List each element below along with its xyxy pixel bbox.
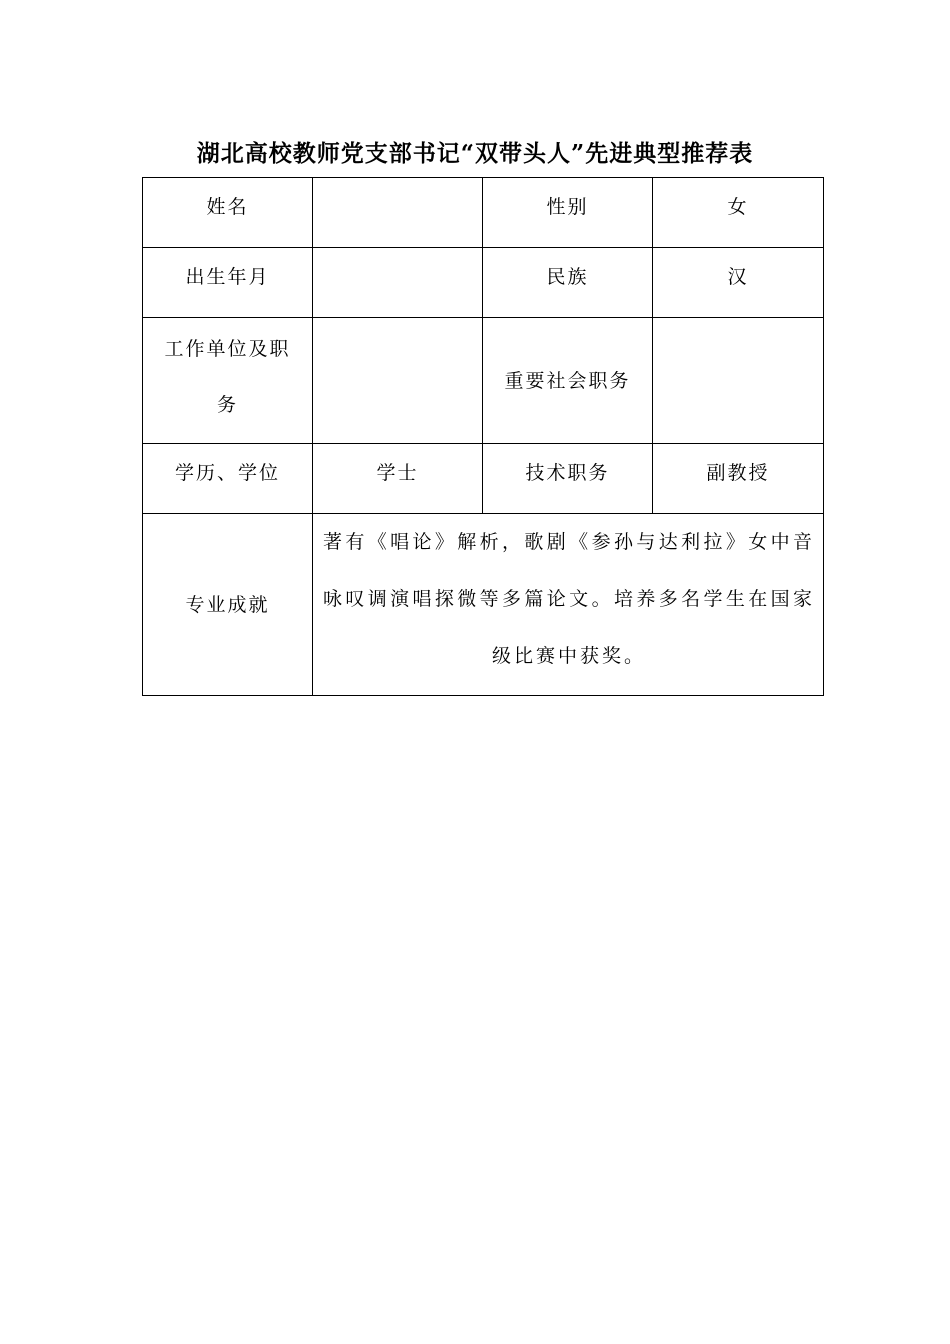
- tech-title-value: 副教授: [706, 461, 770, 484]
- form-row-name: [143, 178, 824, 248]
- ethnicity-label-cell: [483, 248, 653, 318]
- achievement-label: 专业成就: [185, 593, 270, 616]
- gender-label: 性别: [546, 195, 589, 218]
- education-value-cell[interactable]: [313, 444, 483, 514]
- ethnicity-value-cell[interactable]: [653, 248, 824, 318]
- page-title: 湖北高校教师党支部书记“双带头人”先进典型推荐表: [196, 140, 754, 167]
- achievement-value-cell[interactable]: [313, 514, 824, 696]
- work-unit-value-cell[interactable]: [313, 318, 483, 444]
- birth-value-cell[interactable]: [313, 248, 483, 318]
- name-label: 姓名: [206, 195, 249, 218]
- gender-label-cell: [483, 178, 653, 248]
- tech-title-value-cell[interactable]: [653, 444, 824, 514]
- achievement-label-cell: [143, 514, 313, 696]
- social-position-label: 重要社会职务: [504, 369, 631, 392]
- birth-label-cell: [143, 248, 313, 318]
- tech-title-label-cell: [483, 444, 653, 514]
- birth-label: 出生年月: [185, 265, 270, 288]
- form-row-achievement: [143, 514, 824, 696]
- tech-title-label: 技术职务: [525, 461, 610, 484]
- form-row-work-unit: [143, 318, 824, 444]
- name-value-cell[interactable]: [313, 178, 483, 248]
- gender-value-cell[interactable]: [653, 178, 824, 248]
- recommendation-form-table: [142, 177, 824, 696]
- education-label-cell: [143, 444, 313, 514]
- name-label-cell: [143, 178, 313, 248]
- gender-value: 女: [727, 195, 749, 218]
- education-value: 学士: [376, 461, 419, 484]
- form-row-education: [143, 444, 824, 514]
- form-row-birth: [143, 248, 824, 318]
- social-position-label-cell: [483, 318, 653, 444]
- ethnicity-label: 民族: [546, 265, 589, 288]
- work-unit-label: 工作单位及职务: [164, 337, 291, 416]
- social-position-value-cell[interactable]: [653, 318, 824, 444]
- education-label: 学历、学位: [174, 461, 280, 484]
- achievement-value: 著有《唱论》解析，歌剧《参孙与达利拉》女中音咏叹调演唱探微等多篇论文。培养多名学生在国家级比赛中获奖。: [323, 531, 815, 667]
- ethnicity-value: 汉: [727, 265, 749, 288]
- work-unit-label-cell: [143, 318, 313, 444]
